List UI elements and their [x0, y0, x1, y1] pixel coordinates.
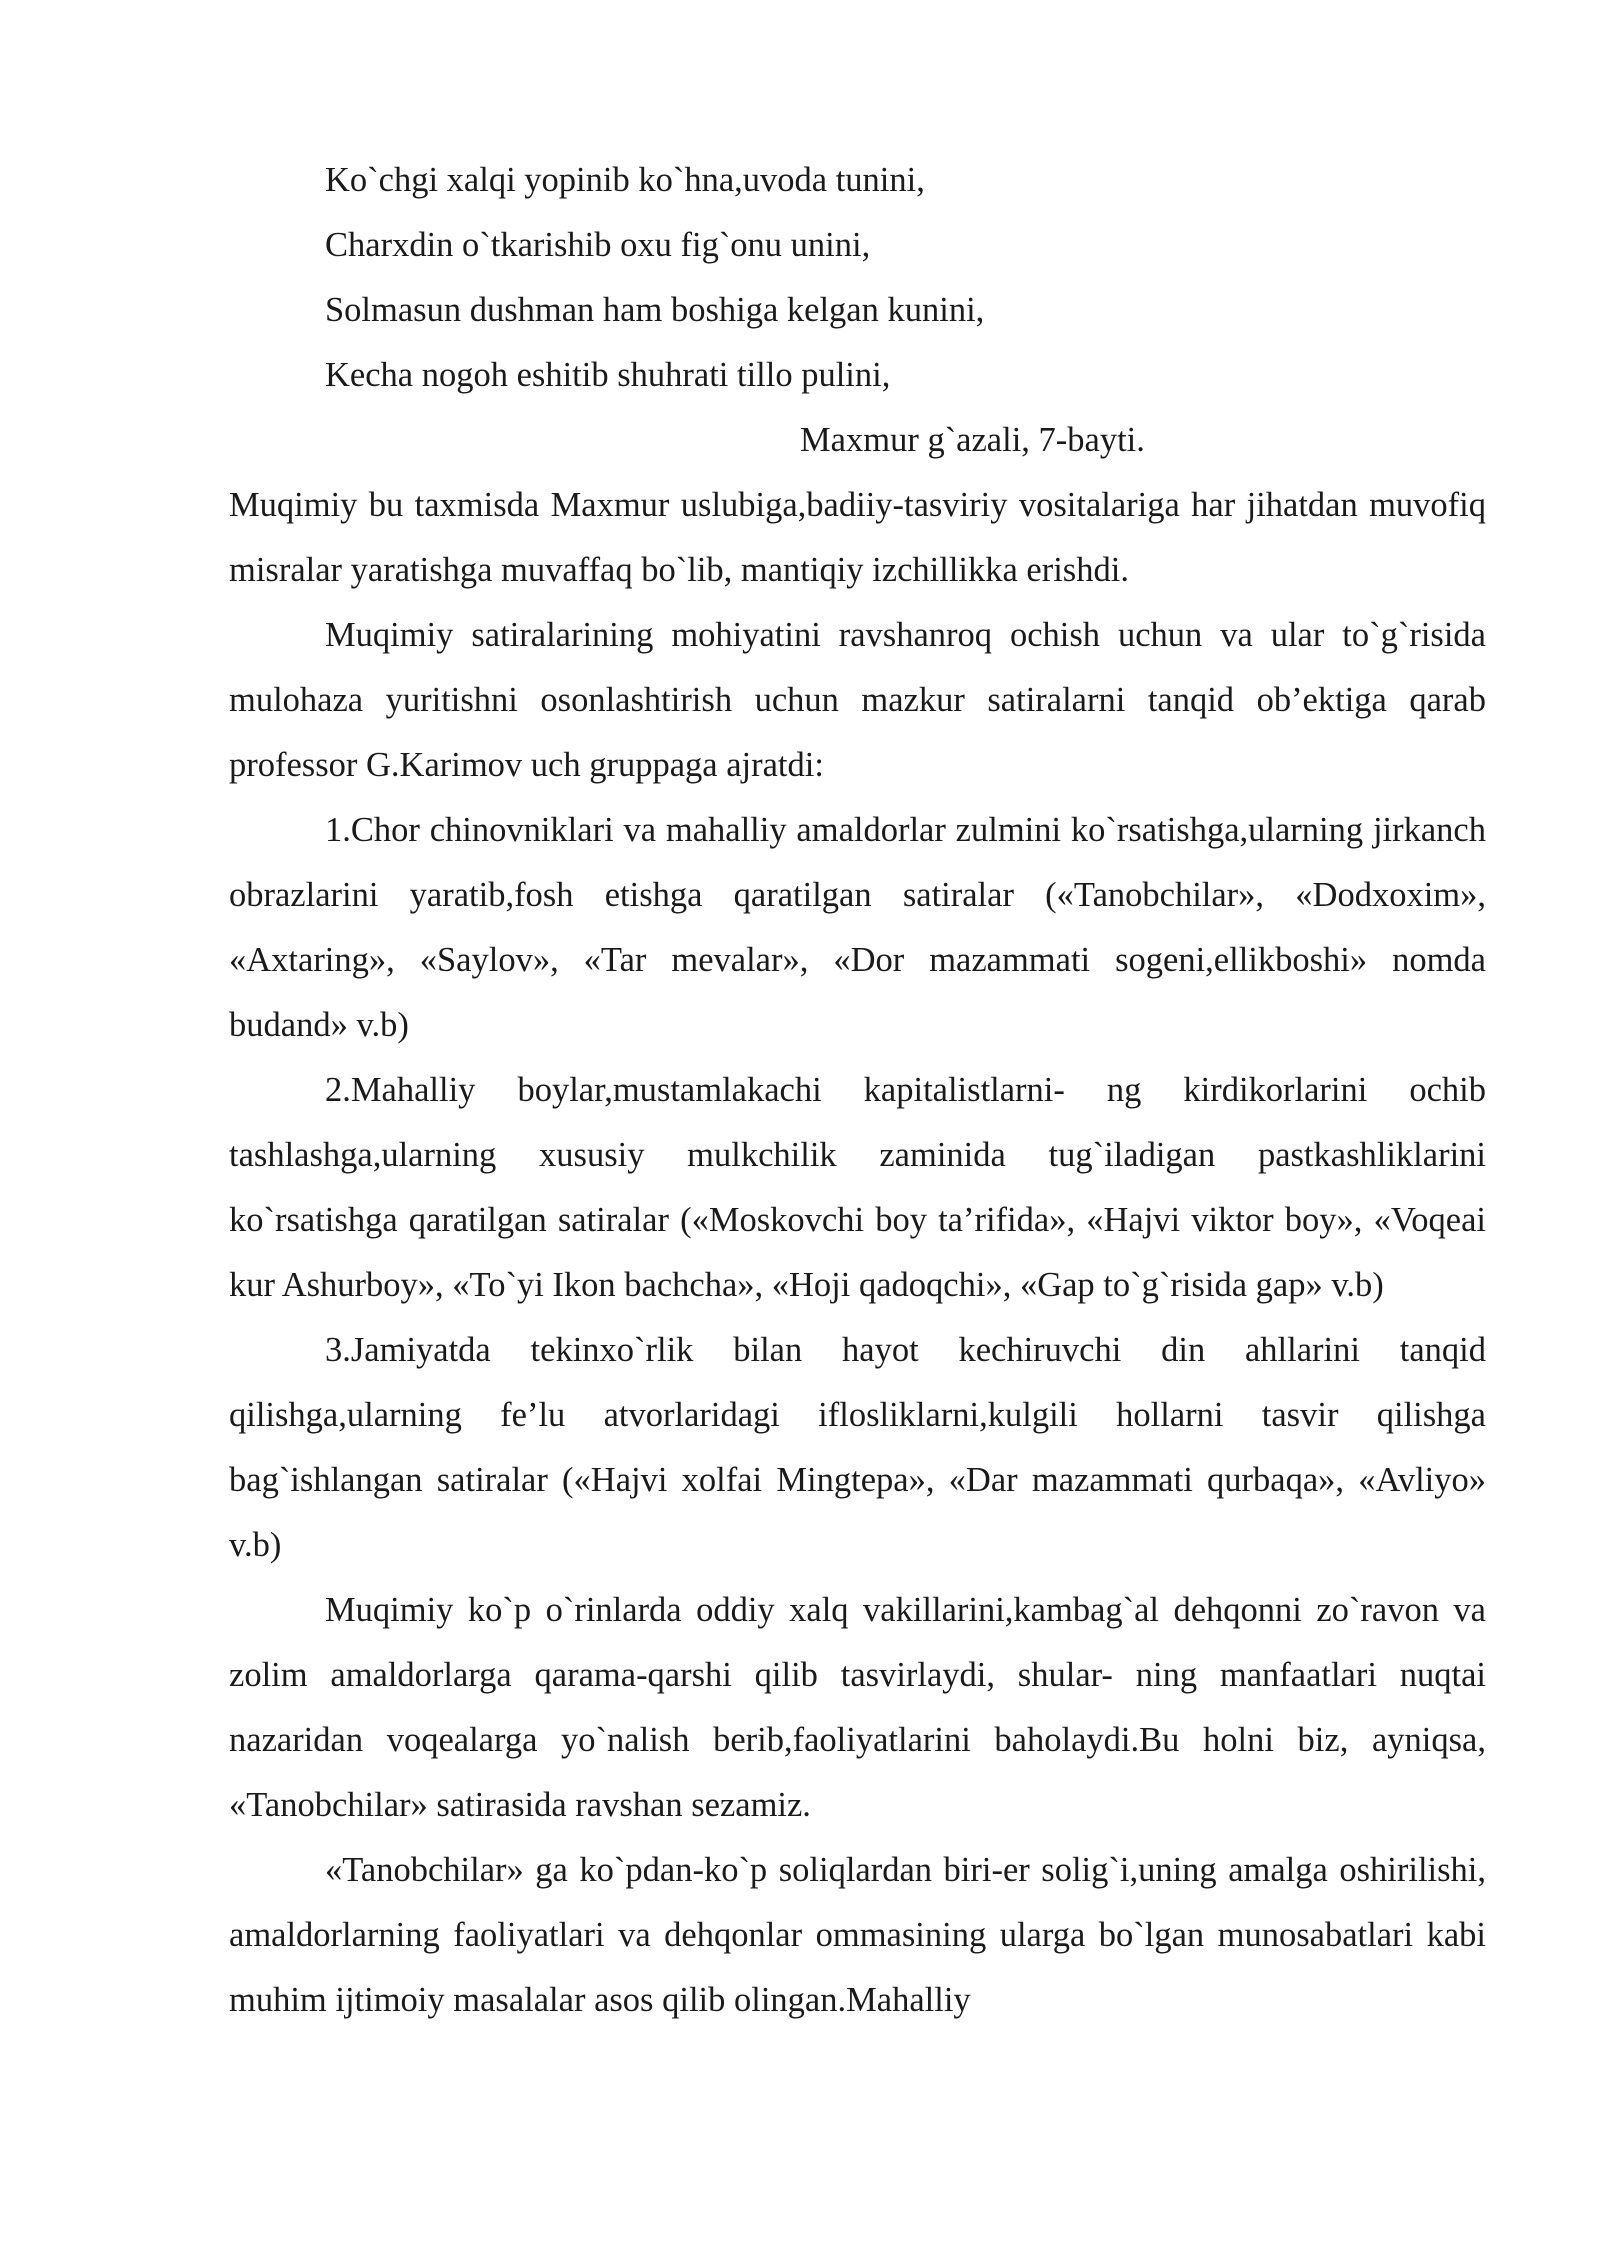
body-text — [229, 473, 1486, 2033]
paragraph-taxmis-summary: Muqimiy bu taxmisda Maxmur uslubiga,badiiy-tasviriy vositalariga har jihatdan muvofiq misralar yaratishga muvaffaq bo`lib, mantiqiy izchillikka erishdi. — [229, 486, 1486, 589]
paragraph-tanobchilar: «Tanobchilar» ga ko`pdan-ko`p soliqlardan biri-er solig`i,uning amalga oshirilishi, amaldorlarning faoliyatlari va dehqonlar ommasining ularga bo`lgan munosabatlari kabi muhim ijtimoiy masalalar asos qilib olingan.Mahalliy — [229, 1851, 1486, 2019]
poem-stanza — [325, 148, 1485, 408]
list-item-group-2: 2.Mahalliy boylar,mustamlakachi kapitalistlarni- ng kirdikorlarini ochib tashlashga,ularning xususiy mulkchilik zaminida tug`iladigan pastkashliklarini ko`rsatishga qaratilgan satiralar («Moskovchi boy ta’rifida», «Hajvi viktor boy», «Voqeai kur Ashurboy», «To`yi Ikon bachcha», «Hoji qadoqchi», «Gap to`g`risida gap» v.b) — [229, 1071, 1486, 1304]
paragraph-common-people: Muqimiy ko`p o`rinlarda oddiy xalq vakillarini,kambag`al dehqonni zo`ravon va zolim amaldorlarga qarama-qarshi qilib tasvirlaydi, shular- ning manfaatlari nuqtai nazaridan voqealarga yo`nalish berib,faoliyatlarini baholaydi.Bu holni biz, ayniqsa, «Tanobchilar» satirasida ravshan sezamiz. — [229, 1591, 1486, 1824]
poem-line: Ko`chgi xalqi yopinib ko`hna,uvoda tunini, — [325, 161, 925, 199]
list-item-group-3: 3.Jamiyatda tekinxo`rlik bilan hayot kechiruvchi din ahllarini tanqid qilishga,ularning fe’lu atvorlaridagi iflosliklarni,kulgili hollarni tasvir qilishga bag`ishlangan satiralar («Hajvi xolfai Mingtepa», «Dar mazammati qurbaqa», «Avliyo» v.b) — [229, 1331, 1486, 1564]
list-item-group-1: 1.Chor chinovniklari va mahalliy amaldorlar zulmini ko`rsatishga,ularning jirkanch obrazlarini yaratib,fosh etishga qaratilgan satiralar («Tanobchilar», «Dodxoxim», «Axtaring», «Saylov», «Tar mevalar», «Dor mazammati sogeni,ellikboshi» nomda budand» v.b) — [229, 811, 1486, 1044]
poem-line: Solmasun dushman ham boshiga kelgan kunini, — [325, 291, 985, 329]
paragraph-classification-intro: Muqimiy satiralarining mohiyatini ravshanroq ochish uchun va ular to`g`risida mulohaza yuritishni osonlashtirish uchun mazkur satiralarni tanqid ob’ektiga qarab professor G.Karimov uch gruppaga ajratdi: — [229, 616, 1486, 784]
poem-line: Kecha nogoh eshitib shuhrati tillo pulini, — [325, 356, 891, 394]
poem-source-citation: Maxmur g`azali, 7-bayti. — [800, 421, 1145, 459]
poem-line: Charxdin o`tkarishib oxu fig`onu unini, — [325, 226, 871, 264]
